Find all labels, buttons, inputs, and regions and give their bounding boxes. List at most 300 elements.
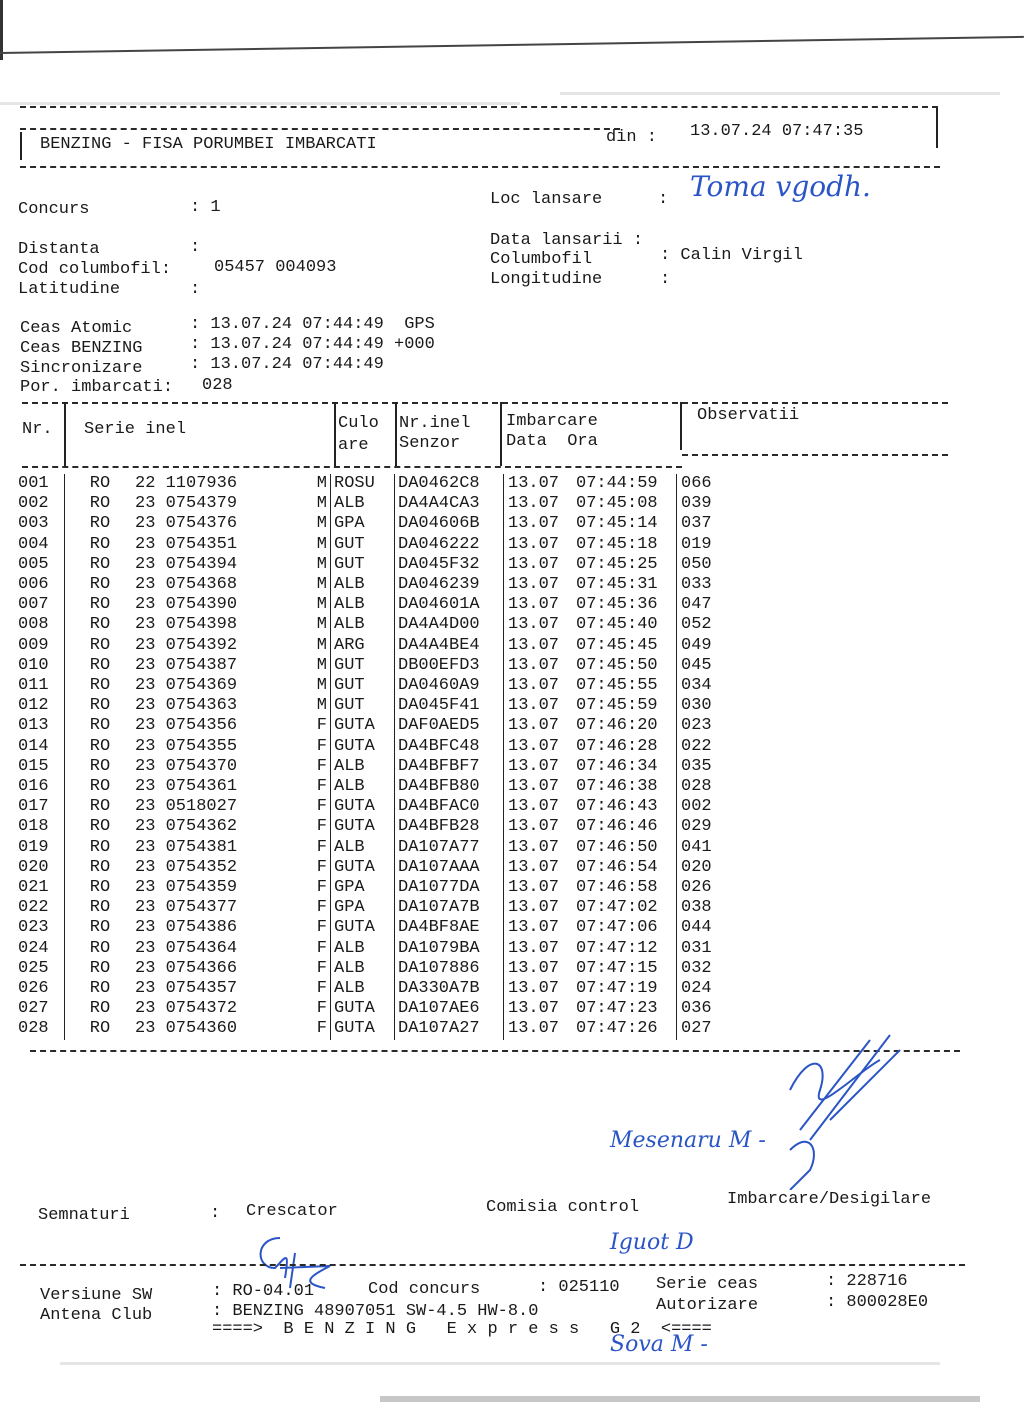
- row-year: 23: [135, 595, 156, 615]
- table-row: [18, 979, 741, 999]
- row-serie: [135, 797, 305, 817]
- row-date: 13.07: [508, 898, 560, 918]
- pigeons-table: [18, 474, 741, 1040]
- row-year: 23: [135, 534, 156, 554]
- row-serie: [135, 737, 305, 757]
- loc-lansare-sep: :: [658, 190, 669, 209]
- table-row: [18, 918, 741, 938]
- row-sex: F: [305, 858, 331, 878]
- footer-rule: [20, 1264, 965, 1266]
- row-nr: 023: [18, 918, 65, 938]
- row-obs: 020: [681, 857, 712, 877]
- row-serie: [135, 878, 305, 898]
- row-ring: 0754351: [165, 534, 238, 554]
- table-row: [18, 555, 741, 575]
- row-nr: 010: [18, 656, 65, 676]
- scan-edge-top: [0, 36, 1024, 54]
- row-time: 07:45:18: [576, 535, 677, 555]
- row-color: GUTA: [331, 918, 395, 938]
- row-sensor: DA4BFAC0: [395, 797, 504, 817]
- row-sensor: DA045F32: [395, 555, 504, 575]
- scan-noise: [60, 1362, 940, 1365]
- table-row: [18, 797, 741, 817]
- table-row: [18, 757, 741, 777]
- row-country: RO: [89, 857, 111, 877]
- row-date: 13.07: [508, 474, 560, 493]
- header-top-rule: [20, 106, 938, 108]
- row-nr: 017: [18, 797, 65, 817]
- row-country: RO: [89, 817, 111, 837]
- row-nr: 027: [18, 999, 65, 1019]
- row-obs: 041: [681, 837, 712, 857]
- row-time: 07:46:28: [576, 737, 677, 757]
- row-country: RO: [89, 918, 111, 938]
- row-nr: 004: [18, 535, 65, 555]
- semnaturi-sep: :: [210, 1204, 221, 1223]
- row-sex: F: [305, 797, 331, 817]
- row-serie: [135, 474, 305, 494]
- row-date: 13.07: [508, 958, 560, 978]
- table-row: [18, 858, 741, 878]
- row-obs: 023: [681, 716, 712, 736]
- row-color: ALB: [331, 939, 395, 959]
- row-color: GUT: [331, 555, 395, 575]
- row-year: 23: [135, 575, 156, 595]
- row-color: GUT: [331, 535, 395, 555]
- committee-signatures: [770, 1030, 920, 1190]
- table-row: [18, 474, 741, 494]
- row-country: RO: [89, 938, 111, 958]
- row-year: 23: [135, 716, 156, 736]
- row-ring: 0754364: [165, 938, 238, 958]
- row-year: 23: [135, 655, 156, 675]
- row-color: ALB: [331, 959, 395, 979]
- row-country: RO: [89, 756, 111, 776]
- row-ring: 0754392: [165, 635, 238, 655]
- table-row: [18, 777, 741, 797]
- row-sex: M: [305, 494, 331, 514]
- th-nr: Nr.: [22, 420, 53, 439]
- row-date: 13.07: [508, 999, 560, 1019]
- row-date: 13.07: [508, 1019, 560, 1039]
- row-ring: 0754381: [165, 837, 238, 857]
- committee-name: Mesenaru M -: [610, 1128, 766, 1153]
- th-serie-inel: Serie inel: [84, 420, 187, 439]
- row-obs: 039: [681, 494, 712, 514]
- row-ring: 0754372: [165, 999, 238, 1019]
- row-nr: 003: [18, 514, 65, 534]
- row-color: ALB: [331, 979, 395, 999]
- row-date: 13.07: [508, 837, 560, 857]
- row-obs: 036: [681, 999, 712, 1019]
- row-serie: [135, 757, 305, 777]
- row-nr: 025: [18, 959, 65, 979]
- row-serie: [135, 575, 305, 595]
- row-date: 13.07: [508, 595, 560, 615]
- row-country: RO: [89, 898, 111, 918]
- row-country: RO: [89, 474, 111, 493]
- row-date: 13.07: [508, 797, 560, 817]
- row-date: 13.07: [508, 817, 560, 837]
- table-row: [18, 817, 741, 837]
- row-color: GUTA: [331, 858, 395, 878]
- row-time: 07:46:46: [576, 817, 677, 837]
- row-nr: 013: [18, 716, 65, 736]
- row-ring: 0754356: [165, 716, 238, 736]
- benzing-express-brand: ====> B E N Z I N G E x p r e s s G 2 <====: [212, 1320, 712, 1339]
- row-country: RO: [89, 878, 111, 898]
- row-serie: [135, 858, 305, 878]
- row-serie: [135, 918, 305, 938]
- row-sex: F: [305, 918, 331, 938]
- row-year: 23: [135, 999, 156, 1019]
- row-obs: 028: [681, 777, 712, 797]
- row-obs: 034: [681, 676, 712, 696]
- table-row: [18, 494, 741, 514]
- row-sex: M: [305, 535, 331, 555]
- row-serie: [135, 838, 305, 858]
- imbarcare-desigilare-label: Imbarcare/Desigilare: [727, 1190, 932, 1209]
- table-row: [18, 696, 741, 716]
- row-ring: 0754359: [165, 878, 238, 898]
- row-ring: 0754387: [165, 655, 238, 675]
- ceas-benzing-label: Ceas BENZING: [20, 339, 143, 358]
- row-obs: 044: [681, 918, 712, 938]
- row-time: 07:47:26: [576, 1019, 677, 1039]
- row-year: 22: [135, 474, 156, 493]
- col-divider-nr: [64, 402, 66, 466]
- table-row: [18, 838, 741, 858]
- columbofil-value: : Calin Virgil: [660, 246, 803, 265]
- row-sex: M: [305, 636, 331, 656]
- row-sex: F: [305, 939, 331, 959]
- row-time: 07:46:34: [576, 757, 677, 777]
- row-date: 13.07: [508, 777, 560, 797]
- row-serie: [135, 615, 305, 635]
- table-row: [18, 676, 741, 696]
- cod-concurs-value: : 025110: [538, 1278, 620, 1297]
- row-obs: 047: [681, 595, 712, 615]
- sincronizare-value: : 13.07.24 07:44:49: [190, 355, 384, 374]
- row-obs: 022: [681, 736, 712, 756]
- row-nr: 006: [18, 575, 65, 595]
- row-sex: M: [305, 575, 331, 595]
- row-sensor: DA1077DA: [395, 878, 504, 898]
- row-time: 07:46:20: [576, 716, 677, 736]
- crescator-label: Crescator: [246, 1202, 338, 1221]
- por-imbarcati-value: 028: [202, 376, 233, 395]
- row-sensor: DA107AE6: [395, 999, 504, 1019]
- table-row: [18, 1019, 741, 1039]
- row-nr: 001: [18, 474, 65, 494]
- col-divider-culoare: [395, 402, 397, 466]
- row-country: RO: [89, 635, 111, 655]
- row-time: 07:45:14: [576, 514, 677, 534]
- row-sensor: DA4BFB80: [395, 777, 504, 797]
- por-imbarcati-label: Por. imbarcati:: [20, 378, 174, 397]
- row-obs: 038: [681, 898, 712, 918]
- row-serie: [135, 999, 305, 1019]
- row-sex: F: [305, 777, 331, 797]
- row-serie: [135, 494, 305, 514]
- row-country: RO: [89, 696, 111, 716]
- row-serie: [135, 696, 305, 716]
- row-obs: 033: [681, 575, 712, 595]
- header-bottom-rule: [20, 166, 940, 168]
- row-date: 13.07: [508, 756, 560, 776]
- longitudine-value: :: [660, 270, 671, 289]
- semnaturi-label: Semnaturi: [38, 1206, 130, 1225]
- row-date: 13.07: [508, 696, 560, 716]
- antena-club-value: : BENZING 48907051 SW-4.5 HW-8.0: [212, 1302, 539, 1321]
- row-nr: 022: [18, 898, 65, 918]
- col-divider-serie: [334, 402, 336, 466]
- row-year: 23: [135, 837, 156, 857]
- row-time: 07:47:02: [576, 898, 677, 918]
- row-country: RO: [89, 676, 111, 696]
- row-obs: 052: [681, 615, 712, 635]
- row-color: GUTA: [331, 716, 395, 736]
- th-nr-inel-2: Senzor: [399, 434, 461, 453]
- row-color: ALB: [331, 777, 395, 797]
- handwritten-committee: [610, 1056, 766, 1396]
- row-time: 07:46:38: [576, 777, 677, 797]
- row-time: 07:45:55: [576, 676, 677, 696]
- row-obs: 030: [681, 696, 712, 716]
- row-color: ALB: [331, 838, 395, 858]
- row-time: 07:45:59: [576, 696, 677, 716]
- row-ring: 0754376: [165, 514, 238, 534]
- row-date: 13.07: [508, 615, 560, 635]
- row-year: 23: [135, 494, 156, 514]
- row-country: RO: [89, 797, 111, 817]
- row-color: ALB: [331, 595, 395, 615]
- row-country: RO: [89, 736, 111, 756]
- row-ring: 0754352: [165, 857, 238, 877]
- row-time: 07:45:36: [576, 595, 677, 615]
- row-serie: [135, 535, 305, 555]
- row-sex: M: [305, 595, 331, 615]
- row-sensor: DB00EFD3: [395, 656, 504, 676]
- row-country: RO: [89, 615, 111, 635]
- table-row: [18, 898, 741, 918]
- row-year: 23: [135, 696, 156, 716]
- row-color: GUTA: [331, 737, 395, 757]
- table-row: [18, 595, 741, 615]
- table-row: [18, 939, 741, 959]
- row-obs: 029: [681, 817, 712, 837]
- table-row: [18, 514, 741, 534]
- data-lansarii-label: Data lansarii :: [490, 231, 644, 250]
- comisia-control-label: Comisia control: [486, 1198, 640, 1217]
- table-row: [18, 575, 741, 595]
- row-nr: 019: [18, 838, 65, 858]
- th-nr-inel-1: Nr.inel: [399, 414, 471, 433]
- row-nr: 016: [18, 777, 65, 797]
- row-ring: 0754379: [165, 494, 238, 514]
- row-sensor: DA4BF8AE: [395, 918, 504, 938]
- row-year: 23: [135, 938, 156, 958]
- row-year: 23: [135, 1019, 156, 1039]
- row-obs: 035: [681, 756, 712, 776]
- row-time: 07:45:40: [576, 615, 677, 635]
- row-serie: [135, 898, 305, 918]
- row-date: 13.07: [508, 918, 560, 938]
- row-year: 23: [135, 635, 156, 655]
- row-color: GUT: [331, 656, 395, 676]
- row-nr: 007: [18, 595, 65, 615]
- row-sensor: DA1079BA: [395, 939, 504, 959]
- scan-noise: [380, 1396, 980, 1402]
- row-color: ARG: [331, 636, 395, 656]
- row-time: 07:47:15: [576, 959, 677, 979]
- row-sensor: DA107A27: [395, 1019, 504, 1039]
- row-serie: [135, 656, 305, 676]
- row-serie: [135, 514, 305, 534]
- row-date: 13.07: [508, 655, 560, 675]
- row-time: 07:47:19: [576, 979, 677, 999]
- col-divider-senzor: [500, 402, 502, 466]
- cod-columbofil-label: Cod columbofil:: [18, 260, 172, 279]
- row-sensor: DA045F41: [395, 696, 504, 716]
- row-nr: 011: [18, 676, 65, 696]
- row-sensor: DA4A4D00: [395, 615, 504, 635]
- row-sex: F: [305, 898, 331, 918]
- row-year: 23: [135, 898, 156, 918]
- row-obs: 024: [681, 979, 712, 999]
- row-serie: [135, 777, 305, 797]
- th-culoare-1: Culo: [338, 414, 379, 433]
- row-sex: M: [305, 615, 331, 635]
- row-serie: [135, 979, 305, 999]
- row-country: RO: [89, 514, 111, 534]
- row-country: RO: [89, 777, 111, 797]
- row-time: 07:45:31: [576, 575, 677, 595]
- loc-lansare-handwritten: Toma vgodh.: [690, 170, 871, 203]
- row-nr: 024: [18, 939, 65, 959]
- table-header-bottom-rule: [22, 466, 682, 468]
- row-country: RO: [89, 979, 111, 999]
- row-date: 13.07: [508, 575, 560, 595]
- row-year: 23: [135, 777, 156, 797]
- row-year: 23: [135, 676, 156, 696]
- row-color: GUTA: [331, 1019, 395, 1039]
- row-serie: [135, 555, 305, 575]
- row-ring: 0754386: [165, 918, 238, 938]
- row-nr: 026: [18, 979, 65, 999]
- row-serie: [135, 595, 305, 615]
- scan-noise: [0, 102, 520, 105]
- table-row: [18, 999, 741, 1019]
- row-color: GUT: [331, 696, 395, 716]
- row-serie: [135, 817, 305, 837]
- row-sex: F: [305, 838, 331, 858]
- row-sensor: DA046239: [395, 575, 504, 595]
- committee-name: Iguot D: [610, 1230, 694, 1255]
- antena-club-label: Antena Club: [40, 1306, 153, 1325]
- row-sensor: DAF0AED5: [395, 716, 504, 736]
- row-ring: 0754370: [165, 756, 238, 776]
- serie-ceas-value: : 228716: [826, 1272, 908, 1291]
- row-date: 13.07: [508, 635, 560, 655]
- row-time: 07:45:45: [576, 636, 677, 656]
- row-date: 13.07: [508, 878, 560, 898]
- row-ring: 0754369: [165, 676, 238, 696]
- ceas-atomic-label: Ceas Atomic: [20, 319, 133, 338]
- row-sex: F: [305, 959, 331, 979]
- row-color: ALB: [331, 494, 395, 514]
- row-nr: 002: [18, 494, 65, 514]
- row-year: 23: [135, 736, 156, 756]
- row-country: RO: [89, 534, 111, 554]
- row-time: 07:47:12: [576, 939, 677, 959]
- row-ring: 0754355: [165, 736, 238, 756]
- row-date: 13.07: [508, 857, 560, 877]
- document-title: BENZING - FISA PORUMBEI IMBARCATI: [40, 135, 377, 154]
- row-year: 23: [135, 514, 156, 534]
- row-color: GUTA: [331, 999, 395, 1019]
- versiune-sw-label: Versiune SW: [40, 1286, 153, 1305]
- row-obs: 019: [681, 534, 712, 554]
- row-year: 23: [135, 979, 156, 999]
- row-time: 07:46:43: [576, 797, 677, 817]
- table-row: [18, 716, 741, 736]
- row-ring: 0754390: [165, 595, 238, 615]
- row-obs: 045: [681, 655, 712, 675]
- row-year: 23: [135, 958, 156, 978]
- row-sensor: DA107AAA: [395, 858, 504, 878]
- row-time: 07:47:06: [576, 918, 677, 938]
- row-ring: 0754361: [165, 777, 238, 797]
- row-color: GUT: [331, 676, 395, 696]
- row-sex: M: [305, 474, 331, 494]
- committee-name: Sova M -: [610, 1332, 708, 1357]
- row-ring: 0754362: [165, 817, 238, 837]
- row-sex: F: [305, 757, 331, 777]
- row-obs: 002: [681, 797, 712, 817]
- row-color: ALB: [331, 615, 395, 635]
- row-sex: F: [305, 878, 331, 898]
- row-country: RO: [89, 837, 111, 857]
- row-sex: M: [305, 514, 331, 534]
- row-sensor: DA0462C8: [395, 474, 504, 494]
- row-sensor: DA4BFC48: [395, 737, 504, 757]
- row-year: 23: [135, 554, 156, 574]
- row-obs: 031: [681, 938, 712, 958]
- row-ring: 0754360: [165, 1019, 238, 1039]
- row-ring: 1107936: [165, 474, 238, 493]
- table-row: [18, 959, 741, 979]
- row-ring: 0754377: [165, 898, 238, 918]
- row-time: 07:46:58: [576, 878, 677, 898]
- din-value: 13.07.24 07:47:35: [690, 122, 864, 141]
- row-ring: 0754398: [165, 615, 238, 635]
- row-color: ROSU: [331, 474, 395, 494]
- row-ring: 0754363: [165, 696, 238, 716]
- row-country: RO: [89, 595, 111, 615]
- row-sensor: DA0460A9: [395, 676, 504, 696]
- row-year: 23: [135, 857, 156, 877]
- row-obs: 066: [681, 474, 712, 493]
- row-year: 23: [135, 918, 156, 938]
- row-sex: F: [305, 979, 331, 999]
- row-sex: M: [305, 676, 331, 696]
- row-time: 07:45:08: [576, 494, 677, 514]
- table-row: [18, 878, 741, 898]
- row-ring: 0754357: [165, 979, 238, 999]
- row-nr: 015: [18, 757, 65, 777]
- row-time: 07:47:23: [576, 999, 677, 1019]
